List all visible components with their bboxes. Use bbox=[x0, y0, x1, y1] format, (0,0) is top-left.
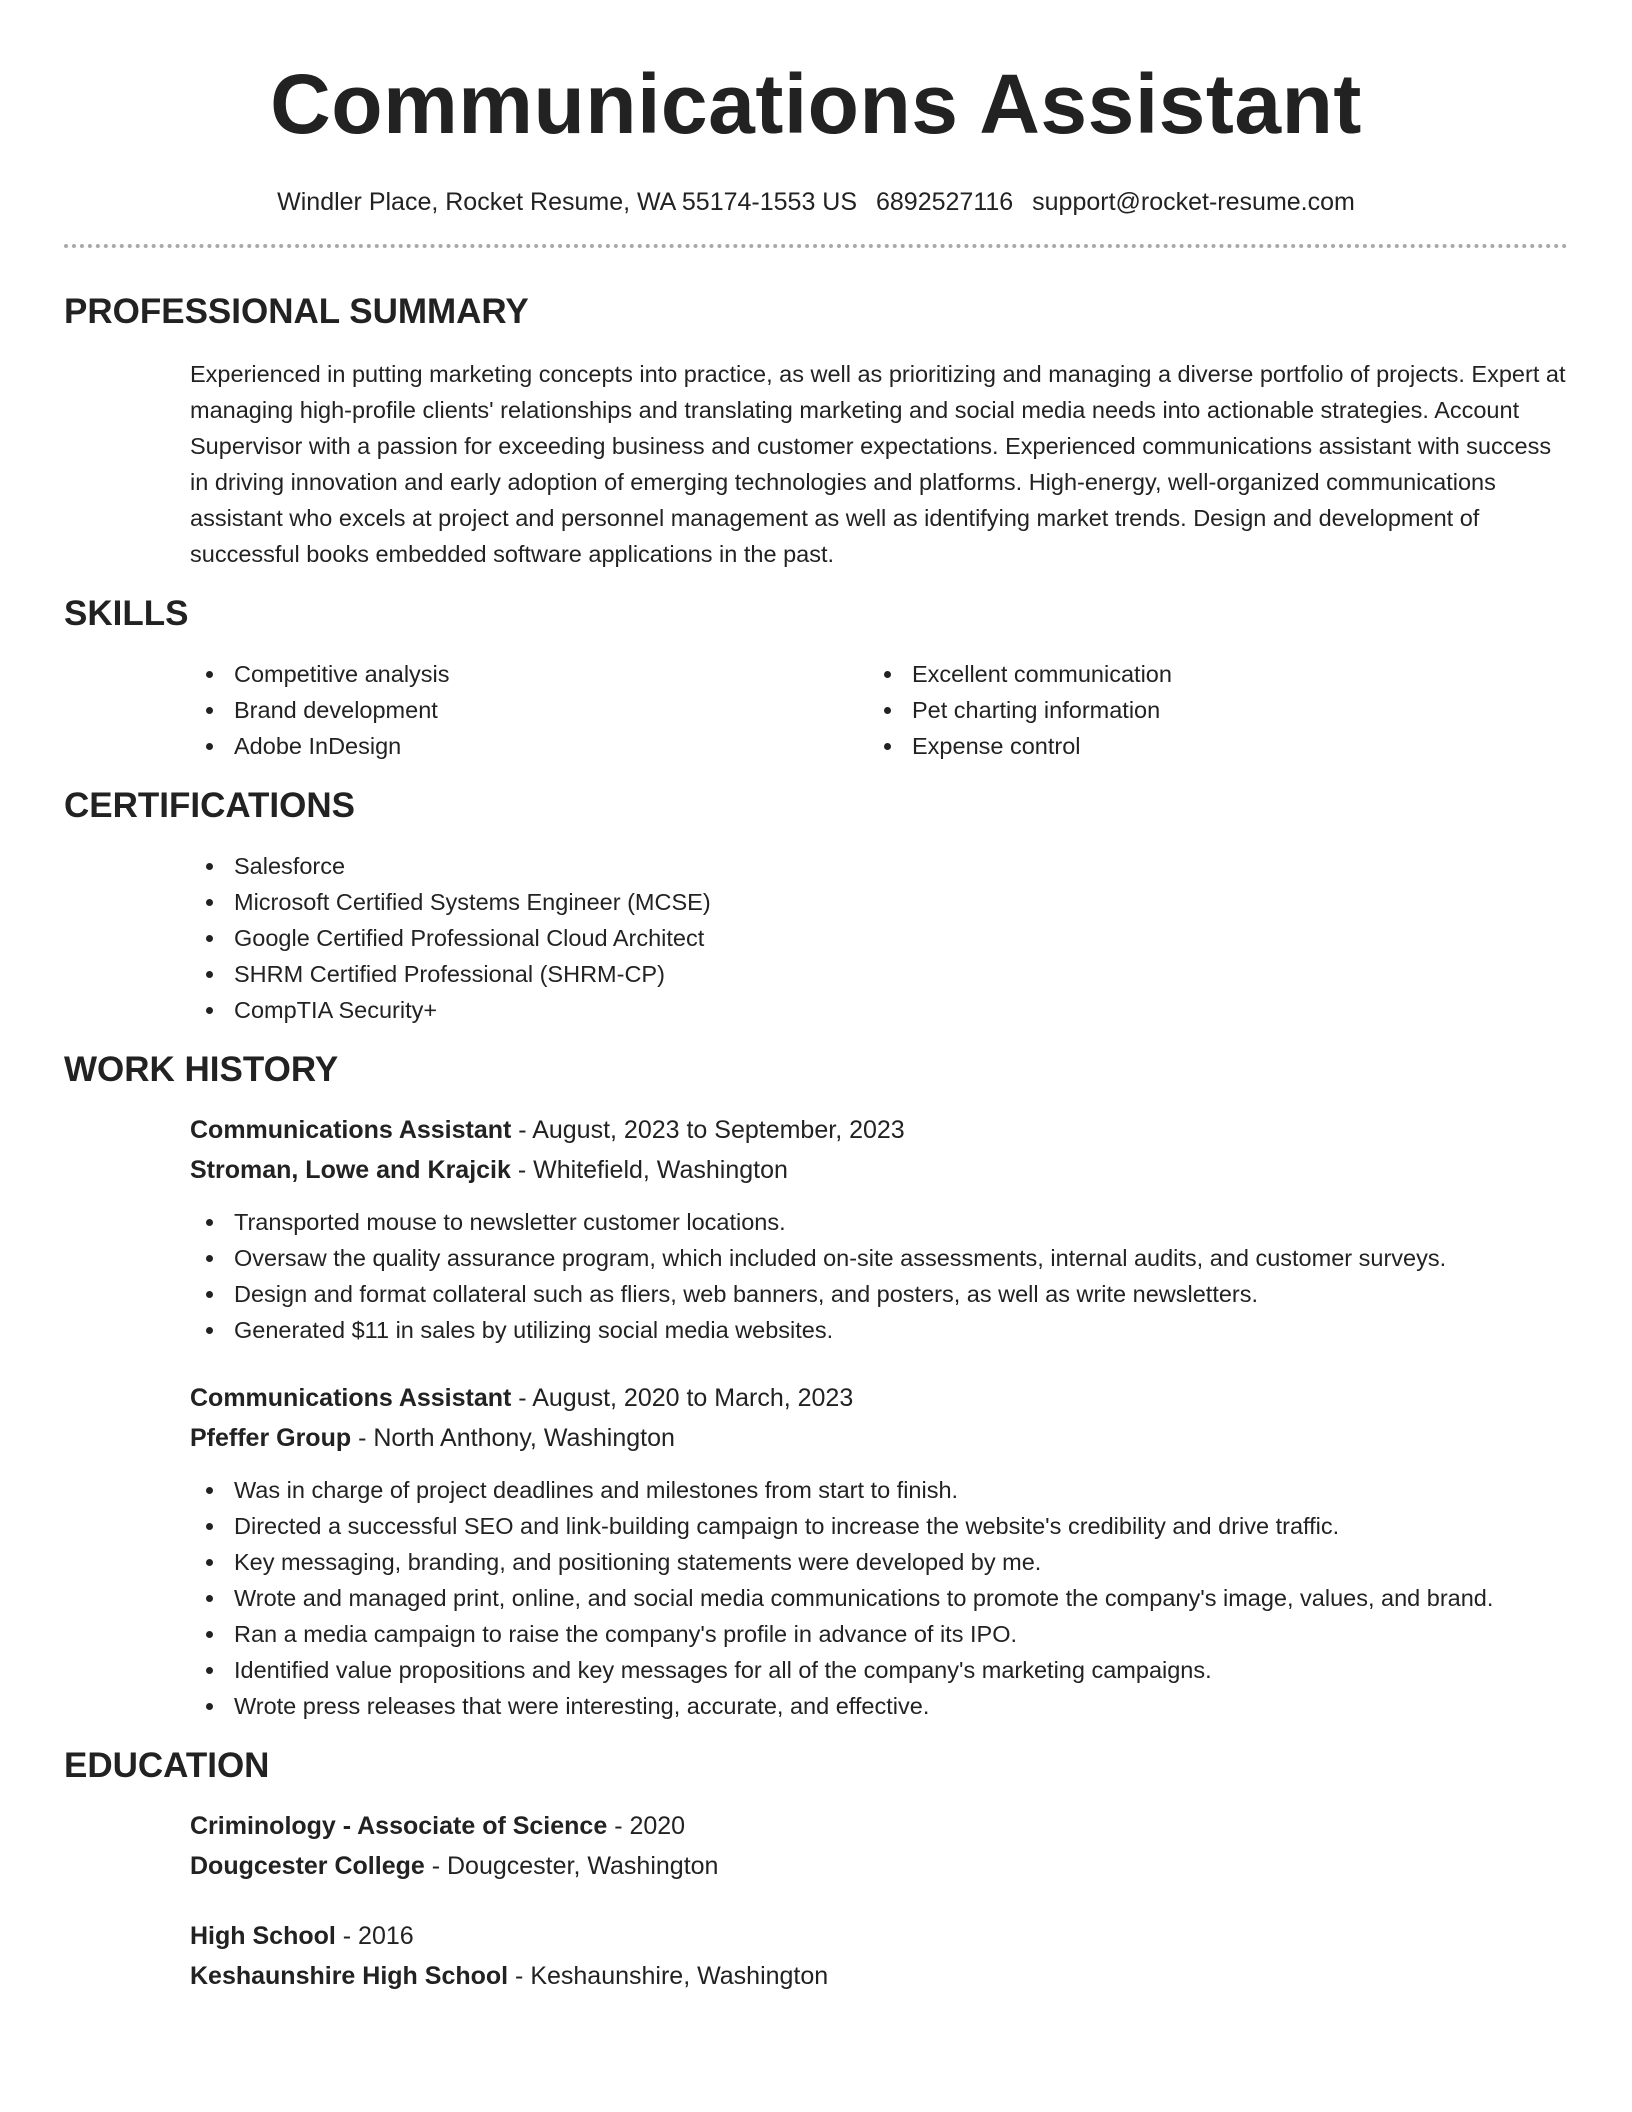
header-divider bbox=[64, 244, 1568, 248]
job-company: Pfeffer Group bbox=[190, 1424, 352, 1452]
degree-name: High School bbox=[190, 1922, 336, 1950]
job-company-line bbox=[190, 1150, 1568, 1190]
degree-year: - 2020 bbox=[607, 1812, 686, 1840]
school-name: Keshaunshire High School bbox=[190, 1962, 509, 1990]
job-title: Communications Assistant bbox=[190, 1384, 512, 1412]
skills-column-left bbox=[190, 656, 868, 764]
school-location: - Dougcester, Washington bbox=[424, 1852, 719, 1880]
resume-title: Communications Assistant bbox=[270, 57, 1362, 151]
certification-item: SHRM Certified Professional (SHRM-CP) bbox=[190, 956, 1568, 992]
certification-item: Salesforce bbox=[190, 848, 1568, 884]
school-line bbox=[190, 1846, 1568, 1886]
skill-item: Expense control bbox=[868, 728, 1546, 764]
summary-heading: PROFESSIONAL SUMMARY bbox=[64, 292, 529, 331]
job-title: Communications Assistant bbox=[190, 1116, 512, 1144]
degree-line bbox=[190, 1916, 1568, 1956]
duty-item: Ran a media campaign to raise the company's profile in advance of its IPO. bbox=[190, 1616, 1568, 1652]
job-title-line bbox=[190, 1110, 1568, 1150]
certifications-heading: CERTIFICATIONS bbox=[64, 786, 356, 825]
skill-item: Pet charting information bbox=[868, 692, 1546, 728]
skill-item: Adobe InDesign bbox=[190, 728, 868, 764]
school-name: Dougcester College bbox=[190, 1852, 425, 1880]
duty-item: Generated $11 in sales by utilizing social media websites. bbox=[190, 1312, 1568, 1348]
skills-heading: SKILLS bbox=[64, 594, 189, 633]
degree-line bbox=[190, 1806, 1568, 1846]
job-title-line bbox=[190, 1378, 1568, 1418]
duty-item: Transported mouse to newsletter customer locations. bbox=[190, 1204, 1568, 1240]
certification-item: Google Certified Professional Cloud Architect bbox=[190, 920, 1568, 956]
degree-year: - 2016 bbox=[335, 1922, 414, 1950]
job-entry bbox=[64, 1110, 1568, 1348]
skill-item: Excellent communication bbox=[868, 656, 1546, 692]
degree-name: Criminology - Associate of Science bbox=[190, 1812, 608, 1840]
contact-line bbox=[64, 188, 1568, 217]
skills-column-right bbox=[868, 656, 1546, 764]
duty-item: Identified value propositions and key messages for all of the company's marketing campaigns. bbox=[190, 1652, 1568, 1688]
skills-list bbox=[64, 656, 1568, 764]
certifications-list bbox=[190, 848, 1568, 1028]
job-location: - Whitefield, Washington bbox=[510, 1156, 788, 1184]
certification-item: CompTIA Security+ bbox=[190, 992, 1568, 1028]
work-history-heading: WORK HISTORY bbox=[64, 1050, 339, 1089]
job-dates: - August, 2020 to March, 2023 bbox=[511, 1384, 854, 1412]
school-location: - Keshaunshire, Washington bbox=[508, 1962, 829, 1990]
contact-address: Windler Place, Rocket Resume, WA 55174-1553 US bbox=[277, 188, 858, 216]
duty-item: Was in charge of project deadlines and milestones from start to finish. bbox=[190, 1472, 1568, 1508]
duty-item: Oversaw the quality assurance program, which included on-site assessments, internal audits, and customer surveys. bbox=[190, 1240, 1568, 1276]
skill-item: Competitive analysis bbox=[190, 656, 868, 692]
education-heading: EDUCATION bbox=[64, 1746, 270, 1785]
job-company: Stroman, Lowe and Krajcik bbox=[190, 1156, 511, 1184]
education-entry bbox=[64, 1806, 1568, 1886]
job-company-line bbox=[190, 1418, 1568, 1458]
duty-item: Directed a successful SEO and link-building campaign to increase the website's credibility and drive traffic. bbox=[190, 1508, 1568, 1544]
duty-item: Wrote press releases that were interesting, accurate, and effective. bbox=[190, 1688, 1568, 1724]
certifications-block bbox=[64, 848, 1568, 1028]
summary-text: Experienced in putting marketing concepts into practice, as well as prioritizing and managing a diverse portfolio of projects. Expert at managing high-profile clients' relationships and translating marketing and social media needs into actionable strategies. Account Supervisor with a passion for exceeding business and customer expectations. Experienced communications assistant with success in driving innovation and early adoption of emerging technologies and platforms. High-energy, well-organized communications assistant who excels at project and personnel management as well as identifying market trends. Design and development of successful books embedded software applications in the past. bbox=[190, 361, 1566, 567]
job-location: - North Anthony, Washington bbox=[351, 1424, 675, 1452]
school-line bbox=[190, 1956, 1568, 1996]
duty-item: Design and format collateral such as fliers, web banners, and posters, as well as write newsletters. bbox=[190, 1276, 1568, 1312]
job-entry bbox=[64, 1378, 1568, 1724]
certification-item: Microsoft Certified Systems Engineer (MCSE) bbox=[190, 884, 1568, 920]
job-duties bbox=[190, 1204, 1568, 1348]
duty-item: Wrote and managed print, online, and social media communications to promote the company's image, values, and brand. bbox=[190, 1580, 1568, 1616]
duty-item: Key messaging, branding, and positioning statements were developed by me. bbox=[190, 1544, 1568, 1580]
contact-email: support@rocket-resume.com bbox=[1032, 188, 1355, 216]
education-entry bbox=[64, 1916, 1568, 1996]
contact-phone: 6892527116 bbox=[876, 188, 1014, 216]
job-duties bbox=[190, 1472, 1568, 1724]
job-dates: - August, 2023 to September, 2023 bbox=[511, 1116, 905, 1144]
skill-item: Brand development bbox=[190, 692, 868, 728]
